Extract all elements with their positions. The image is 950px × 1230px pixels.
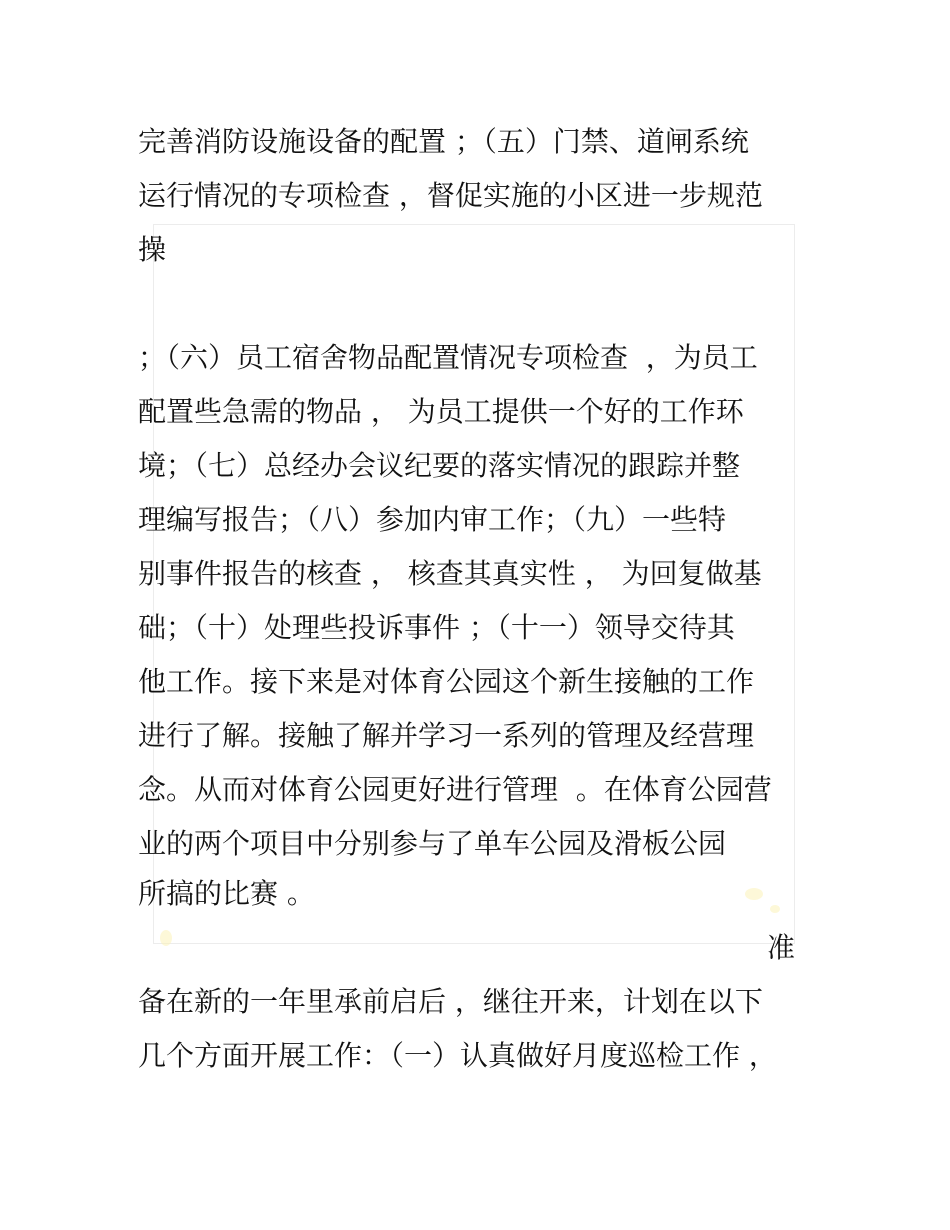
text-line: ；（六）员工宿舍物品配置情况专项检查 ，为员工 xyxy=(138,341,758,374)
text-line: 完善消防设施设备的配置 ；（五）门禁、道闸系统 xyxy=(138,125,749,158)
text-line: 几个方面开展工作：（一）认真做好月度巡检工作 ， xyxy=(138,1039,777,1072)
text-line: 备在新的一年里承前启后 ，继往开来，计划在以下 xyxy=(138,985,763,1018)
text-line: 础；（十）处理些投诉事件 ；（十一）领导交待其 xyxy=(138,611,735,644)
text-line: 别事件报告的核查 ， 核查其真实性 ， 为回复做基 xyxy=(138,557,762,590)
text-line: 准 xyxy=(766,931,795,964)
text-line: 运行情况的专项检查 ，督促实施的小区进一步规范 xyxy=(138,179,763,212)
text-line: 理编写报告；（八）参加内审工作；（九）一些特 xyxy=(138,503,727,536)
text-line: 所搞的比赛 。 xyxy=(138,877,315,910)
scan-speck xyxy=(160,930,172,946)
text-line: 配置些急需的物品 ， 为员工提供一个好的工作环 xyxy=(138,395,744,428)
text-line: 操 xyxy=(138,233,167,266)
scan-speck xyxy=(770,905,780,913)
text-line: 业的两个项目中分别参与了单车公园及滑板公园 xyxy=(138,827,727,860)
text-line: 境；（七）总经办会议纪要的落实情况的跟踪并整 xyxy=(138,449,741,482)
scan-speck xyxy=(745,888,763,900)
text-line: 他工作。接下来是对体育公园这个新生接触的工作 xyxy=(138,665,755,698)
text-line: 进行了解。接触了解并学习一系列的管理及经营理 xyxy=(138,719,755,752)
text-line: 念。从而对体育公园更好进行管理 。在体育公园营 xyxy=(138,773,772,806)
